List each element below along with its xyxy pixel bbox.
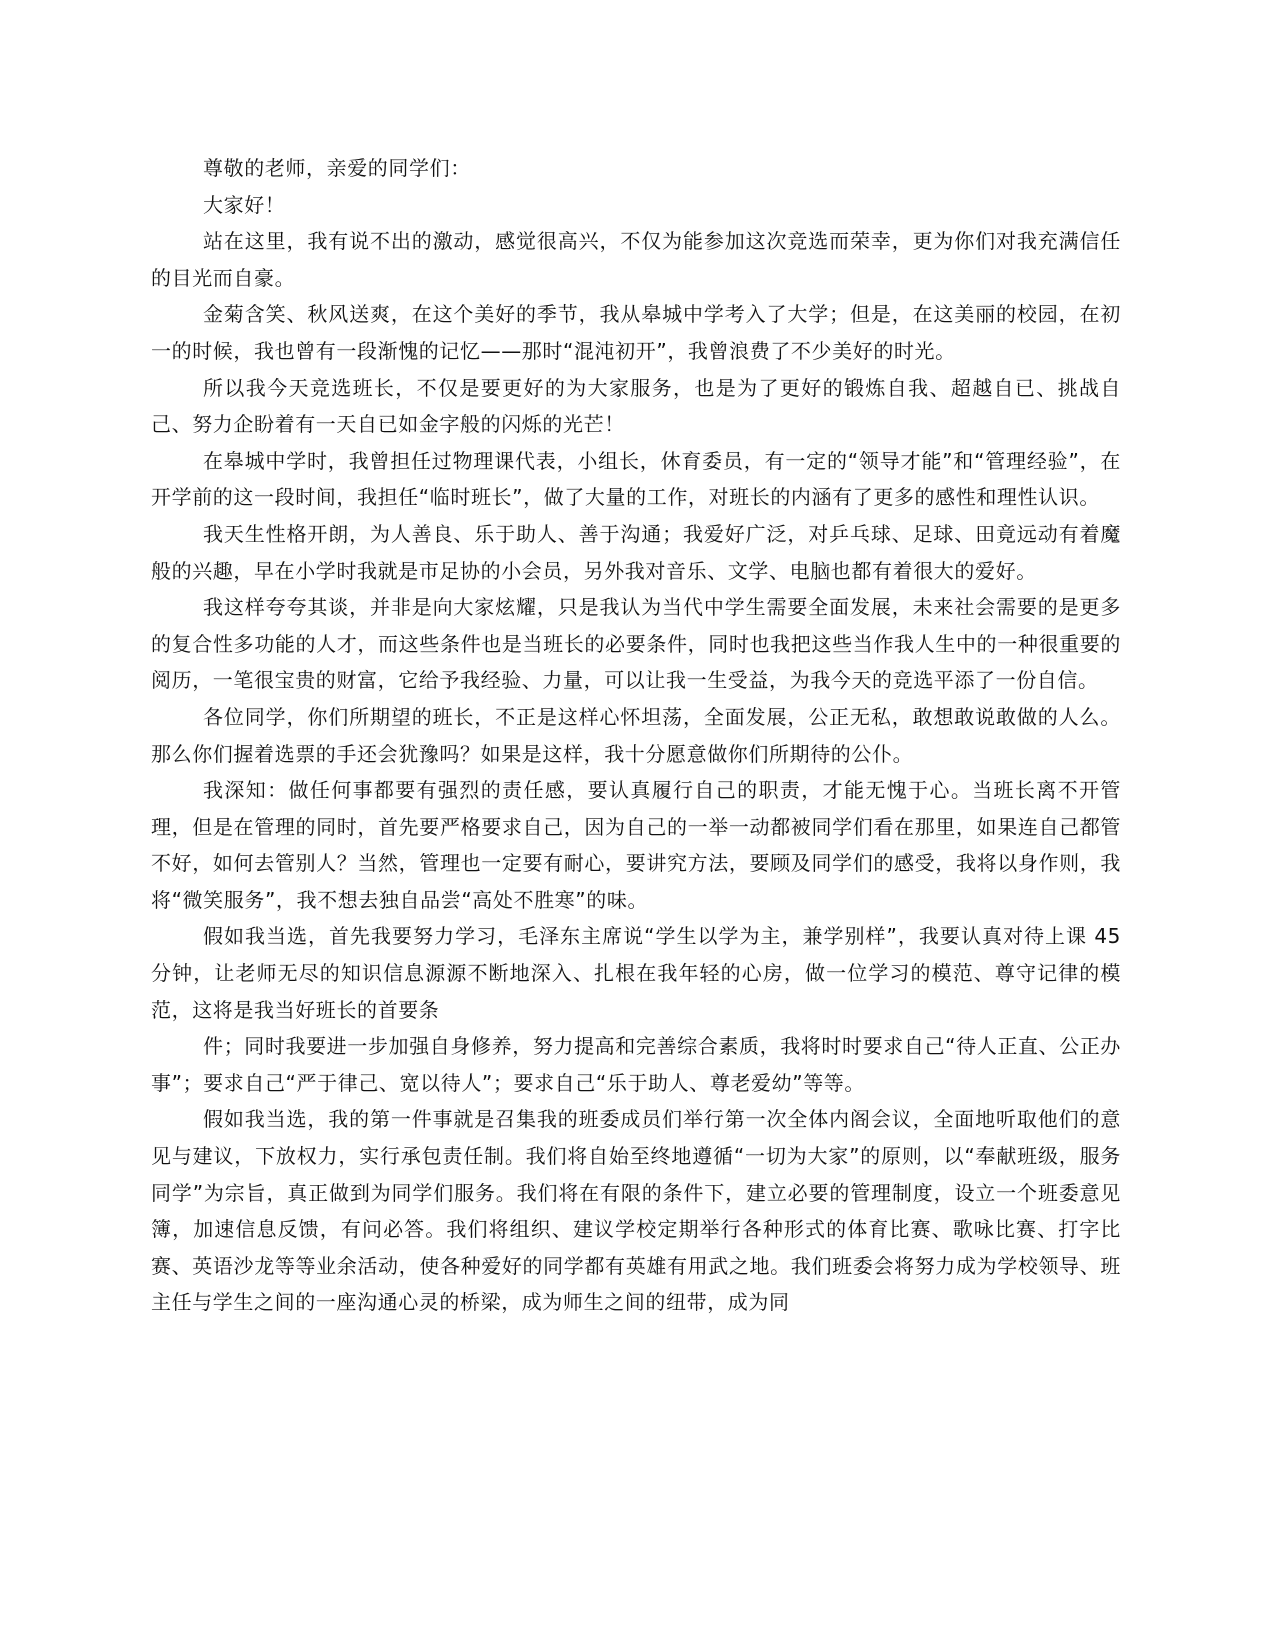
paragraph: 我这样夸夸其谈，并非是向大家炫耀，只是我认为当代中学生需要全面发展，未来社会需要的是更多的复合性多功能的人才，而这些条件也是当班长的必要条件，同时也我把这些当作我人生中的一种很重要的阅历，一笔很宝贵的财富，它给予我经验、力量，可以让我一生受益，为我今天的竞选平添了一份自信。 — [151, 595, 1121, 693]
paragraph: 我深知：做任何事都要有强烈的责任感，要认真履行自己的职责，才能无愧于心。当班长离不开管理，但是在管理的同时，首先要严格要求自己，因为自己的一举一动都被同学们看在那里，如果连自己都管不好，如何去管别人？当然，管理也一定要有耐心，要讲究方法，要顾及同学们的感受，我将以身作则，我将“微笑服务”，我不想去独自品尝“高处不胜寒”的味。 — [151, 778, 1121, 912]
paragraph: 在皋城中学时，我曾担任过物理课代表，小组长，休育委员，有一定的“领导才能”和“管理经验”，在开学前的这一段时间，我担任“临时班长”，做了大量的工作，对班长的内涵有了更多的感性和理性认识。 — [151, 448, 1121, 510]
salutation: 尊敬的老师，亲爱的同学们：​ — [203, 156, 471, 180]
paragraph: 假如我当选，首先我要努力学习，毛泽东主席说“学生以学为主，兼学别样”，我要认真对待上课 45 分钟，让老师无尽的知识信息源源不断地深入、扎根在我年轻的心房，做一位学习的模范、尊守记律的模范，这将是我当好班长的首要条 — [151, 924, 1121, 1022]
paragraph: 所以我今天竞选班长，不仅是要更好的为大家服务，也是为了更好的锻炼自我、超越自已、挑战自己、努力企盼着有一天自已如金字般的闪烁的光芒！ — [151, 375, 1121, 437]
paragraph-continuation: 件；同时我要进一步加强自身修养，努力提高和完善综合素质，我将时时要求自己“待人正直、公正办事”；要求自己“严于律己、宽以待人”；要求自己“乐于助人、尊老爱幼”等等。 — [151, 1034, 1121, 1095]
paragraph: 金菊含笑、秋风送爽，在这个美好的季节，我从皋城中学考入了大学；但是，在这美丽的校园，在初一的时候，我也曾有一段渐愧的记忆——那时“混沌初开”，我曾浪费了不少美好的时光。 — [151, 302, 1121, 363]
paragraph: 假如我当选，我的第一件事就是召集我的班委成员们举行第一次全体内阁会议，全面地听取他们的意见与建议，下放权力，实行承包责任制。我们将自始至终地遵循“一切为大家”的原则，以“奉献班级，服务同学”为宗旨，真正做到为同学们服务。我们将在有限的条件下，建立必要的管理制度，设立一个班委意见簿，加速信息反馈，有问必答。我们将组织、建议学校定期举行各种形式的体育比赛、歌咏比赛、打字比赛、英语沙龙等等业余活动，使各种爱好的同学都有英雄有用武之地。我们班委会将努力成为学校领导、班主任与学生之间的一座沟通心灵的桥梁，成为师生之间的纽带，成为同 — [151, 1107, 1121, 1315]
document-body — [151, 150, 1121, 1321]
paragraph: 站在这里，我有说不出的激动，感觉很高兴，不仅为能参加这次竞选而荣幸，更为你们对我充满信任的目光而自豪。 — [151, 229, 1121, 290]
paragraph: 我天生性格开朗，为人善良、乐于助人、善于沟通；我爱好广泛，对乒乓球、足球、田竟远动有着魔般的兴趣，早在小学时我就是市足协的小会员，另外我对音乐、文学、电脑也都有着很大的爱好。 — [151, 521, 1121, 583]
paragraph: 各位同学，你们所期望的班长，不正是这样心怀坦荡，全面发展，公正无私，敢想敢说敢做的人么。那么你们握着选票的手还会犹豫吗？如果是这样，我十分愿意做你们所期待的公仆。 — [151, 704, 1121, 766]
greeting: 大家好！ — [203, 192, 286, 217]
